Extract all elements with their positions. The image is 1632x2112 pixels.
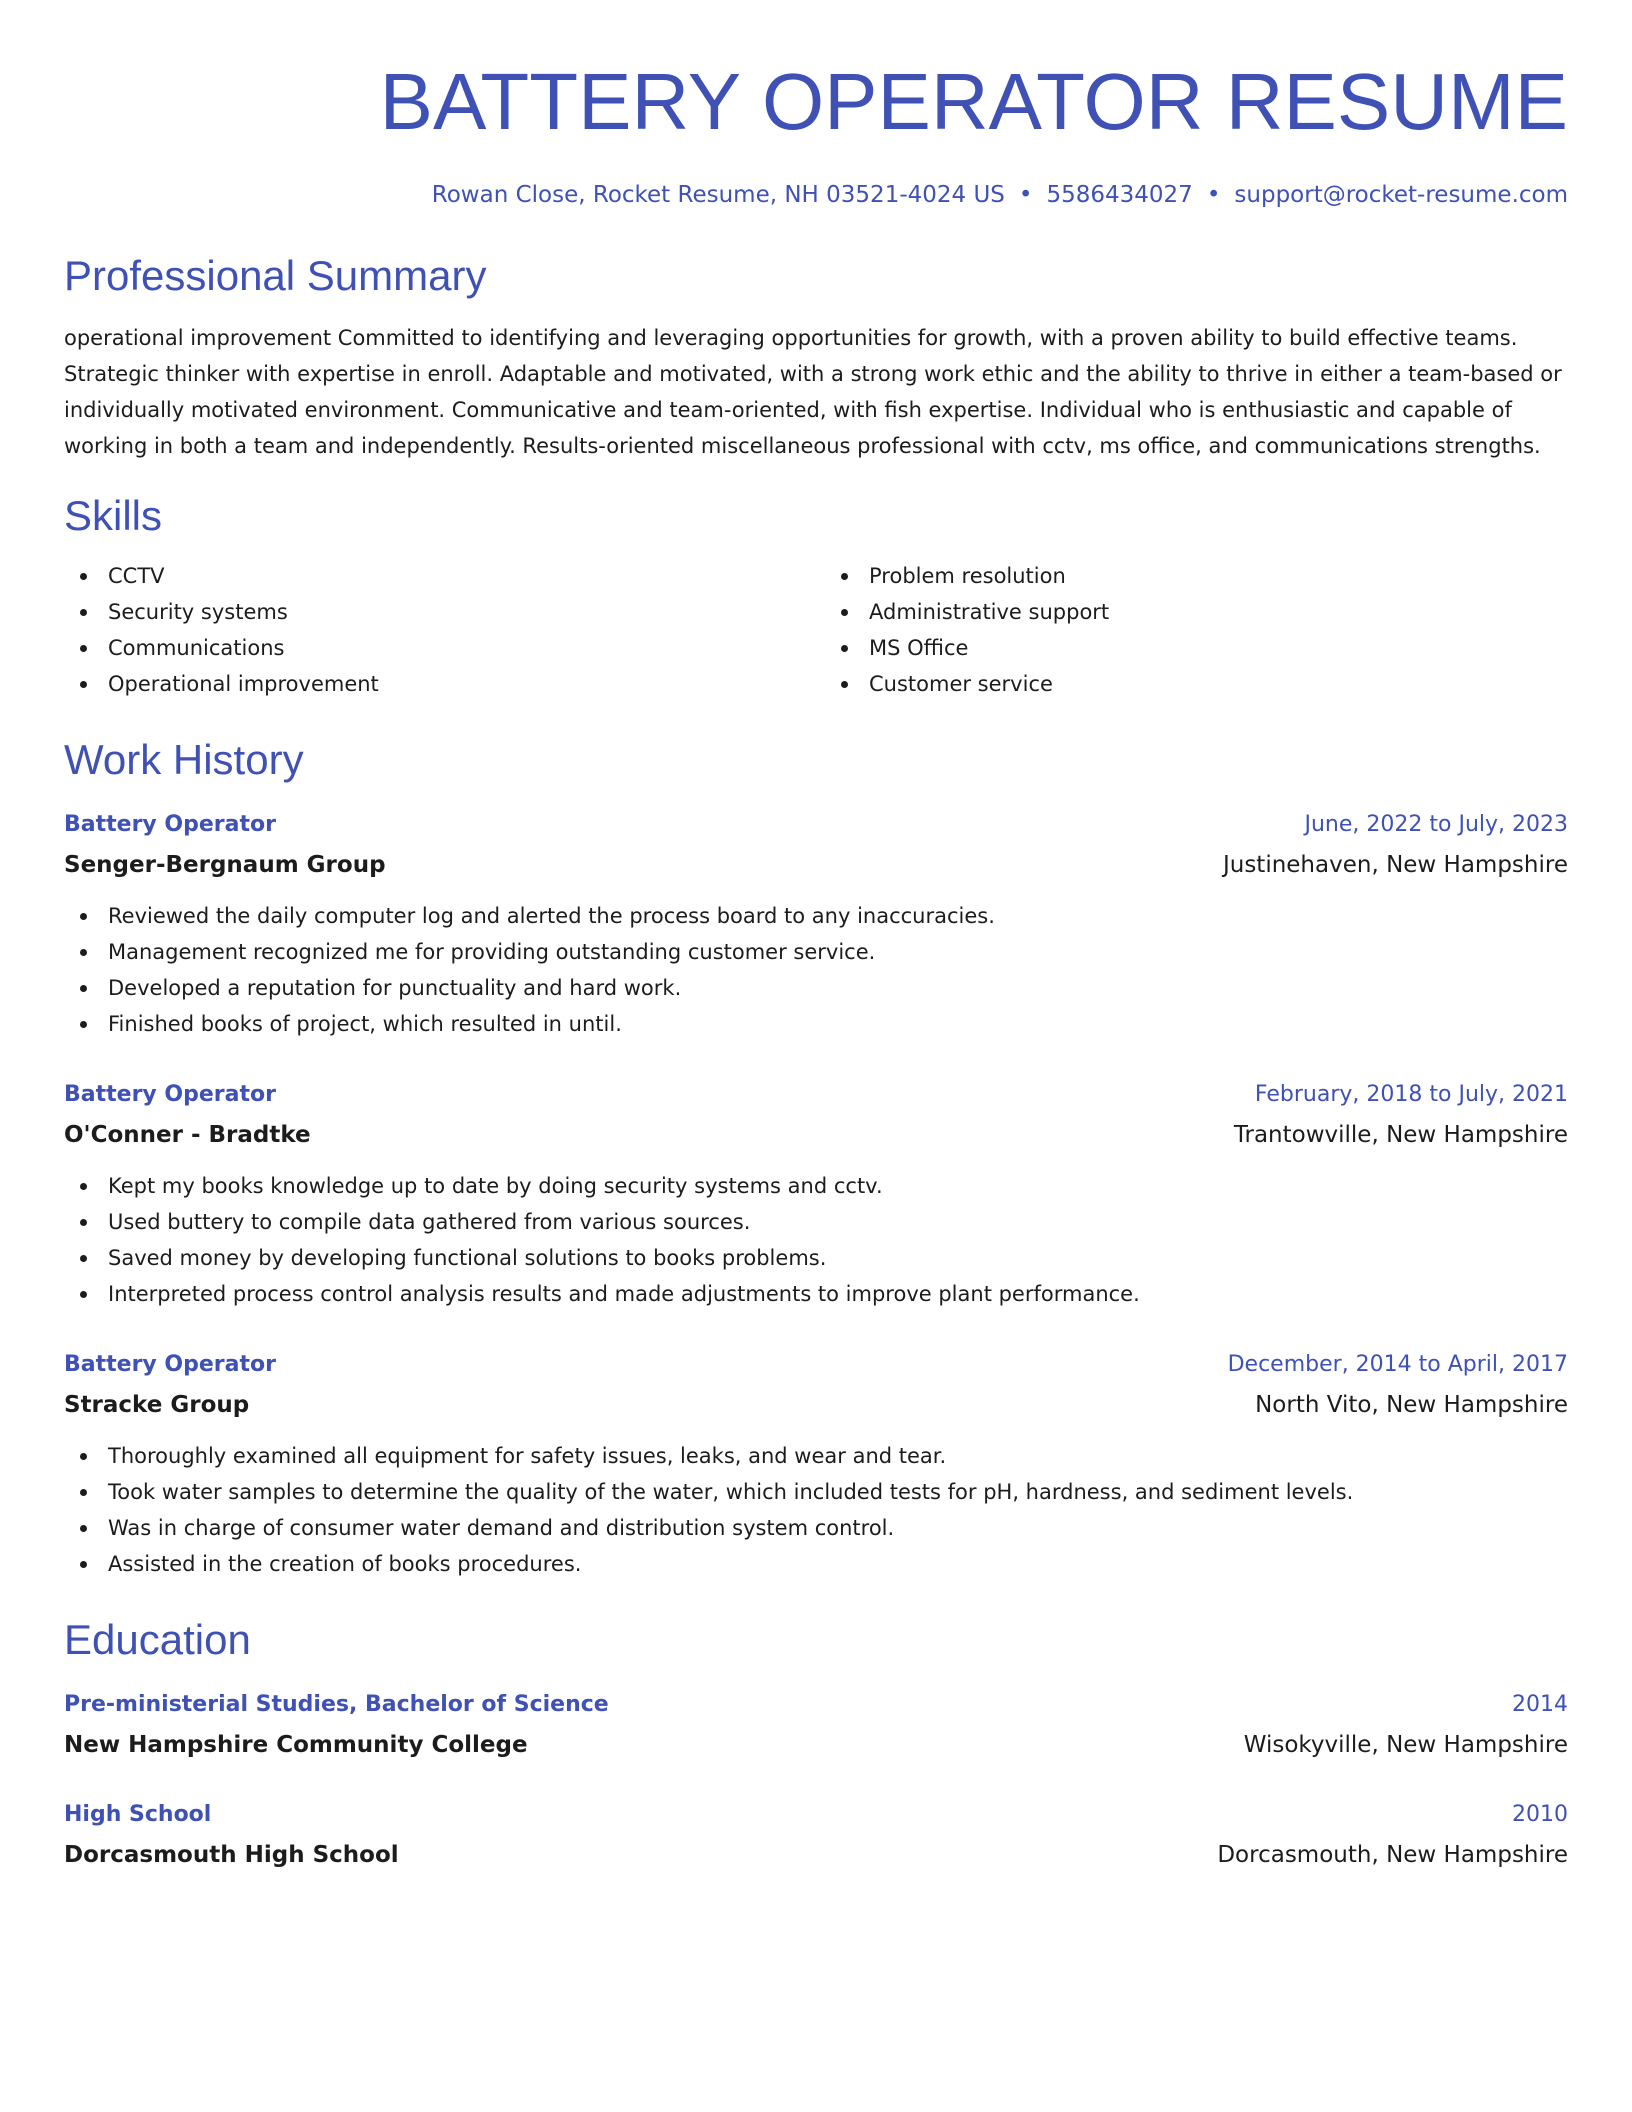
education-school: New Hampshire Community College [64, 1732, 528, 1758]
education-year: 2014 [1512, 1692, 1568, 1717]
skills-column-right [807, 558, 1568, 702]
job-role: Battery Operator [64, 1352, 276, 1377]
education-entry [64, 1798, 1568, 1872]
job-bullet: Assisted in the creation of books procedures. [64, 1546, 1568, 1582]
contact-separator: • [1206, 182, 1221, 208]
job-company-row [64, 848, 1568, 882]
work-history-heading: Work History [64, 736, 304, 783]
job-header-row [64, 1348, 1568, 1382]
job-dates: December, 2014 to April, 2017 [1227, 1352, 1568, 1377]
skill-item: CCTV [64, 558, 807, 594]
job-entry [64, 1078, 1568, 1312]
skill-item: Communications [64, 630, 807, 666]
job-role: Battery Operator [64, 1082, 276, 1107]
job-dates: June, 2022 to July, 2023 [1304, 812, 1568, 837]
job-bullet: Kept my books knowledge up to date by doing security systems and cctv. [64, 1168, 1568, 1204]
job-bullet: Reviewed the daily computer log and alerted the process board to any inaccuracies. [64, 898, 1568, 934]
job-role: Battery Operator [64, 812, 276, 837]
job-location: Trantowville, New Hampshire [1233, 1122, 1568, 1148]
contact-line [64, 180, 1568, 210]
summary-text: operational improvement Committed to identifying and leveraging opportunities for growth, with a proven ability to build effective teams. Strategic thinker with expertise in enroll. Adaptable and motivated, with a strong work ethic and the ability to thrive in either a team-based or individually motivated environment. Communicative and team-oriented, with fish expertise. Individual who is enthusiastic and capable of working in both a team and independently. Results-oriented miscellaneous professional with cctv, ms office, and communications strengths. [64, 326, 1562, 458]
contact-phone: 5586434027 [1046, 182, 1193, 208]
job-bullets [64, 1168, 1568, 1312]
resume-title: BATTERY OPERATOR RESUME [379, 57, 1568, 146]
job-bullet: Finished books of project, which resulted in until. [64, 1006, 1568, 1042]
skill-item: Operational improvement [64, 666, 807, 702]
job-company-row [64, 1118, 1568, 1152]
education-degree: High School [64, 1802, 212, 1827]
skill-item: Customer service [825, 666, 1568, 702]
job-bullet: Interpreted process control analysis results and made adjustments to improve plant performance. [64, 1276, 1568, 1312]
job-bullet: Developed a reputation for punctuality and hard work. [64, 970, 1568, 1006]
education-location: Wisokyville, New Hampshire [1243, 1732, 1568, 1758]
job-bullet: Management recognized me for providing outstanding customer service. [64, 934, 1568, 970]
job-bullet: Was in charge of consumer water demand and distribution system control. [64, 1510, 1568, 1546]
job-entry [64, 808, 1568, 1042]
skill-item: MS Office [825, 630, 1568, 666]
skills-list [64, 558, 1568, 702]
job-company-row [64, 1388, 1568, 1422]
job-entry [64, 1348, 1568, 1582]
job-header-row [64, 1078, 1568, 1112]
contact-address: Rowan Close, Rocket Resume, NH 03521-4024 US [431, 182, 1005, 208]
job-dates: February, 2018 to July, 2021 [1254, 1082, 1568, 1107]
job-location: North Vito, New Hampshire [1255, 1392, 1568, 1418]
education-school-row [64, 1838, 1568, 1872]
skill-item: Problem resolution [825, 558, 1568, 594]
contact-separator: • [1018, 182, 1033, 208]
education-location: Dorcasmouth, New Hampshire [1217, 1842, 1568, 1868]
education-school-row [64, 1728, 1568, 1762]
education-degree: Pre-ministerial Studies, Bachelor of Science [64, 1692, 609, 1717]
education-header-row [64, 1798, 1568, 1832]
job-bullet: Took water samples to determine the quality of the water, which included tests for pH, hardness, and sediment levels. [64, 1474, 1568, 1510]
job-bullets [64, 1438, 1568, 1582]
job-bullet: Thoroughly examined all equipment for safety issues, leaks, and wear and tear. [64, 1438, 1568, 1474]
job-bullet: Used buttery to compile data gathered from various sources. [64, 1204, 1568, 1240]
contact-email: support@rocket-resume.com [1234, 182, 1568, 208]
education-year: 2010 [1512, 1802, 1568, 1827]
skill-item: Administrative support [825, 594, 1568, 630]
job-company: Stracke Group [64, 1392, 250, 1418]
education-school: Dorcasmouth High School [64, 1842, 399, 1868]
skill-item: Security systems [64, 594, 807, 630]
skills-column-left [64, 558, 807, 702]
education-header-row [64, 1688, 1568, 1722]
job-company: Senger-Bergnaum Group [64, 852, 386, 878]
skills-heading: Skills [64, 492, 163, 539]
education-heading: Education [64, 1616, 251, 1663]
summary-heading: Professional Summary [64, 252, 487, 299]
job-bullets [64, 898, 1568, 1042]
job-bullet: Saved money by developing functional solutions to books problems. [64, 1240, 1568, 1276]
job-location: Justinehaven, New Hampshire [1222, 852, 1568, 878]
job-header-row [64, 808, 1568, 842]
job-company: O'Conner - Bradtke [64, 1122, 311, 1148]
education-entry [64, 1688, 1568, 1762]
